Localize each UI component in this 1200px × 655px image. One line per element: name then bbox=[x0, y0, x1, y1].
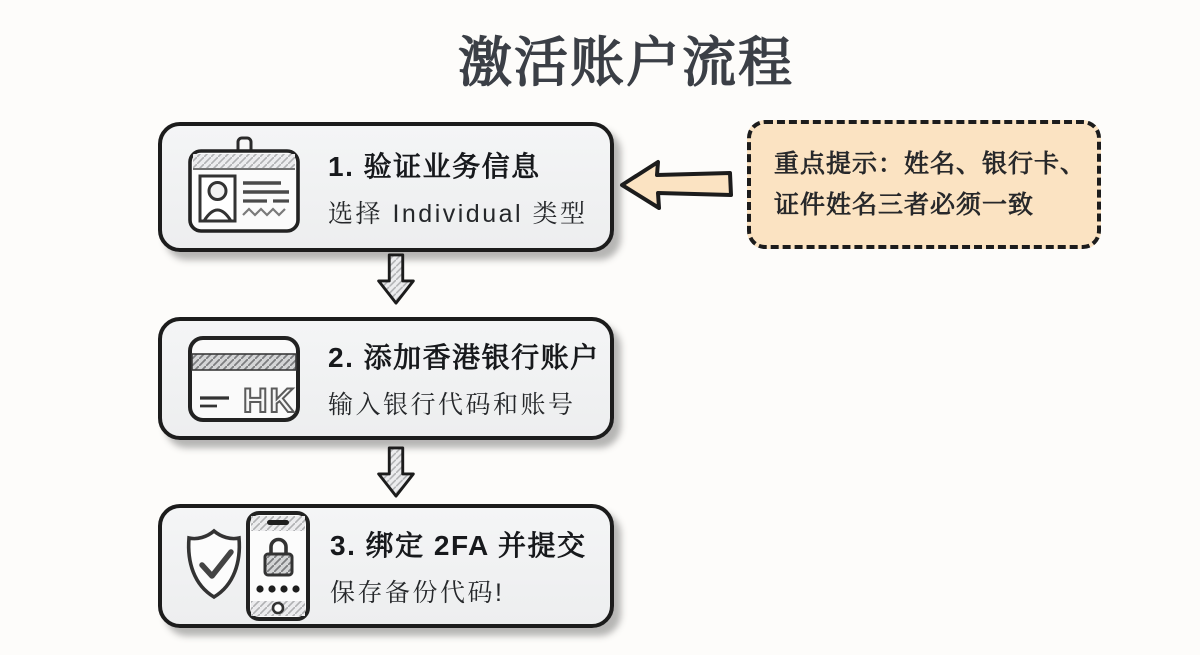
bank-card-hk-label: HK bbox=[243, 381, 297, 420]
step-1-heading: 1. 验证业务信息 bbox=[328, 150, 541, 182]
step-box-3 bbox=[158, 504, 614, 628]
note-line-1: 重点提示：姓名、银行卡、 bbox=[774, 150, 1087, 178]
step-box-1 bbox=[158, 122, 614, 252]
down-arrow-icon bbox=[375, 253, 417, 305]
step-1-subtitle: 选择 Individual 类型 bbox=[328, 199, 588, 228]
step-2-heading: 2. 添加香港银行账户 bbox=[328, 342, 600, 373]
step-3-subtitle: 保存备份代码! bbox=[330, 578, 505, 607]
id-card-icon bbox=[176, 136, 312, 238]
step-2-subtitle: 输入银行代码和账号 bbox=[328, 391, 576, 419]
note-box bbox=[747, 120, 1101, 249]
bank-card-hk-icon bbox=[176, 331, 312, 427]
down-arrow-icon bbox=[375, 446, 417, 498]
page-title: 激活账户流程 bbox=[458, 33, 794, 93]
step-box-2 bbox=[158, 317, 614, 440]
note-line-2: 证件姓名三者必须一致 bbox=[774, 191, 1035, 220]
step-3-heading: 3. 绑定 2FA 并提交 bbox=[330, 529, 587, 561]
shield-phone-icon bbox=[176, 509, 314, 623]
left-arrow-icon bbox=[618, 158, 736, 212]
